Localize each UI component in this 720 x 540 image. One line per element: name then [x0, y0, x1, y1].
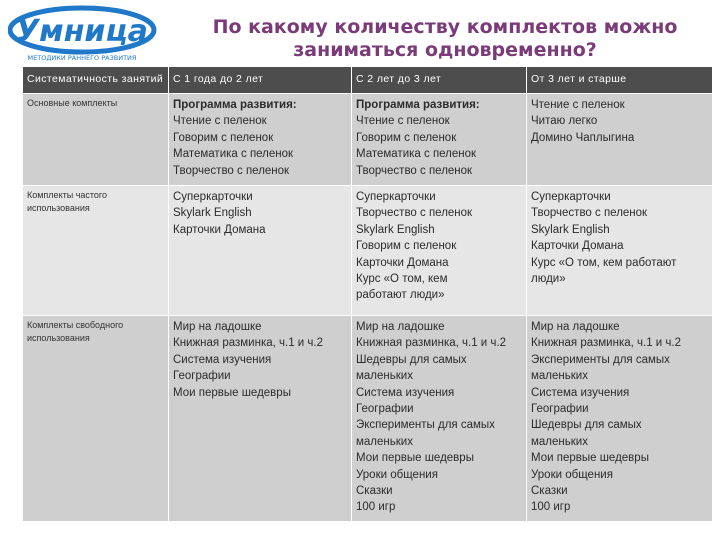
cell-line: 100 игр — [356, 501, 396, 514]
cell-line: Уроки общения — [356, 468, 438, 481]
table-row — [23, 94, 713, 186]
cell-line: Чтение с пеленок — [356, 115, 450, 128]
cell-line: Шедевры для самых — [356, 353, 467, 366]
cell-line: Эксперименты для самых — [356, 419, 495, 432]
kits-table — [22, 66, 713, 522]
cell-line: Курс «О том, кем — [356, 273, 448, 286]
cell-line: Творчество с пеленок — [356, 207, 473, 220]
cell-line: Уроки общения — [531, 468, 613, 481]
cell-line: Skylark English — [531, 223, 610, 236]
cell-line: Географии — [356, 403, 414, 416]
cell-line: Суперкарточки — [356, 191, 436, 203]
cell-line: Говорим с пеленок — [173, 131, 274, 144]
cell-line: Суперкарточки — [531, 191, 611, 203]
cell-line: Географии — [531, 403, 589, 416]
title-line-2: заниматься одновременно? — [293, 39, 597, 61]
title-line-1: По какому количеству комплектов можно — [212, 16, 678, 38]
table-cell — [527, 94, 713, 186]
cell-line: Домино Чаплыгина — [531, 131, 635, 144]
header-cell: Систематичность занятий — [23, 67, 169, 94]
cell-line: Сказки — [531, 485, 568, 498]
row-label: Комплекты свободного использования — [23, 316, 169, 522]
page-title — [190, 16, 700, 62]
cell-line: Книжная разминка, ч.1 и ч.2 — [356, 337, 506, 350]
cell-line: маленьких — [531, 370, 588, 383]
cell-line: Система изучения — [356, 386, 455, 399]
table-row — [23, 186, 713, 316]
umnitsa-logo — [8, 4, 158, 64]
cell-line: Карточки Домана — [356, 256, 449, 269]
cell-line: Программа развития: — [356, 99, 480, 111]
cell-line: Суперкарточки — [173, 191, 253, 203]
header-cell: С 2 лет до 3 лет — [352, 67, 527, 94]
table-row — [23, 316, 713, 522]
cell-line: Мир на ладошке — [173, 321, 262, 333]
table-cell — [352, 94, 527, 186]
cell-line: Говорим с пеленок — [356, 240, 457, 253]
cell-line: Читаю легко — [531, 115, 598, 128]
logo-tagline: МЕТОДИКИ РАННЕГО РАЗВИТИЯ — [27, 54, 137, 62]
table-cell — [352, 186, 527, 316]
table-cell — [527, 186, 713, 316]
header-cell: С 1 года до 2 лет — [169, 67, 352, 94]
cell-line: Карточки Домана — [173, 223, 266, 236]
cell-line: Мои первые шедевры — [531, 452, 649, 465]
cell-line: Сказки — [356, 485, 393, 498]
logo-brand-text: Умница — [16, 14, 148, 49]
cell-line: маленьких — [356, 370, 413, 383]
table-cell — [169, 94, 352, 186]
table-cell — [352, 316, 527, 522]
table-cell — [169, 186, 352, 316]
cell-line: Математика с пеленок — [173, 148, 294, 161]
table-cell — [527, 316, 713, 522]
cell-line: Skylark English — [173, 207, 252, 220]
cell-line: Мир на ладошке — [356, 321, 445, 333]
cell-line: Творчество с пеленок — [356, 164, 473, 177]
table-cell — [169, 316, 352, 522]
cell-line: Чтение с пеленок — [173, 115, 267, 128]
cell-line: 100 игр — [531, 501, 571, 514]
cell-line: Географии — [173, 370, 231, 383]
row-label: Основные комплекты — [23, 94, 169, 186]
cell-line: маленьких — [531, 435, 588, 448]
cell-line: Шедевры для самых — [531, 419, 642, 432]
cell-line: Творчество с пеленок — [531, 207, 648, 220]
cell-line: люди» — [531, 273, 566, 286]
cell-line: Мир на ладошке — [531, 321, 620, 333]
cell-line: работают люди» — [356, 289, 445, 302]
cell-line: Творчество с пеленок — [173, 164, 290, 177]
cell-line: Книжная разминка, ч.1 и ч.2 — [173, 337, 323, 350]
cell-line: Говорим с пеленок — [356, 131, 457, 144]
cell-line: Мои первые шедевры — [356, 452, 474, 465]
cell-line: Курс «О том, кем работают — [531, 256, 677, 269]
row-label: Комплекты частого использования — [23, 186, 169, 316]
cell-line: Книжная разминка, ч.1 и ч.2 — [531, 337, 681, 350]
cell-line: Математика с пеленок — [356, 148, 477, 161]
cell-line: Система изучения — [173, 353, 272, 366]
cell-line: Skylark English — [356, 223, 435, 236]
header-cell: От 3 лет и старше — [527, 67, 713, 94]
table-header-row — [23, 67, 713, 94]
cell-line: Чтение с пеленок — [531, 99, 625, 111]
cell-line: маленьких — [356, 435, 413, 448]
cell-line: Система изучения — [531, 386, 630, 399]
cell-line: Эксперименты для самых — [531, 353, 670, 366]
cell-line: Карточки Домана — [531, 240, 624, 253]
cell-line: Мои первые шедевры — [173, 386, 291, 399]
cell-line: Программа развития: — [173, 99, 297, 111]
